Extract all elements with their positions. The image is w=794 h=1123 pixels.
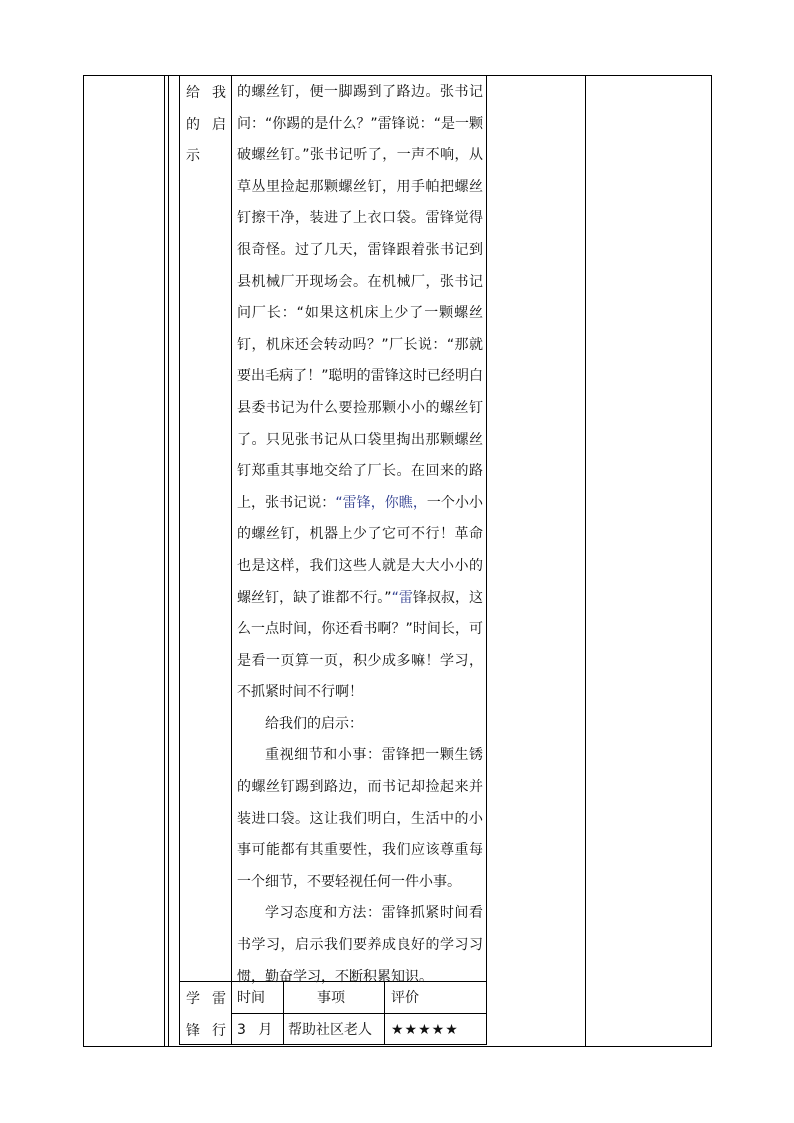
rating-stars: ★★★★★ xyxy=(391,1022,459,1038)
subtable-header-time: 时间 xyxy=(237,990,265,1006)
section-label-inspiration xyxy=(186,78,226,173)
inspiration-heading: 给我们的启示： xyxy=(265,715,363,732)
inner-table-right-border xyxy=(486,75,487,1045)
story-text: 锋叔叔，这么一点时间，你还看书啊？”时间长，可是看一页算一页，积少成多嘛！学习，不抓紧时间不行啊！ xyxy=(237,589,483,701)
subtable-cell-time: 3 月 xyxy=(237,1022,273,1038)
column-divider xyxy=(168,75,169,1047)
label-char: 我 xyxy=(212,85,226,101)
label-char: 启 xyxy=(212,116,226,133)
inner-table-label-divider xyxy=(231,75,232,1045)
inspiration-point: 重视细节和小事：雷锋把一颗生锈的螺丝钉踢到路边，而书记却捡起来并装进口袋。这让我们明白，生活中的小事可能都有其重要性，我们应该尊重每一个细节，不要轻视任何一件小事。 xyxy=(237,747,483,890)
subtable-header-item: 事项 xyxy=(317,990,345,1006)
label-char: 雷 xyxy=(212,991,226,1007)
column-divider xyxy=(164,75,165,1047)
label-char: 学 xyxy=(186,991,200,1007)
label-char: 锋 xyxy=(186,1022,200,1039)
subtable-cell-item: 帮助社区老人 xyxy=(288,1022,372,1038)
story-quote: “雷锋，你瞧， xyxy=(335,494,427,511)
story-paragraph xyxy=(237,77,483,709)
label-char: 给 xyxy=(186,85,200,101)
label-char: 示 xyxy=(186,148,200,165)
inspiration-content xyxy=(237,77,483,993)
story-text: 的螺丝钉，便一脚踢到了路边。张书记问：“你踢的是什么？”雷锋说：“是一颗破螺丝钉。”张书记听了，一声不响，从草丛里捡起那颗螺丝钉，用手帕把螺丝钉擦干净，装进了上衣口袋。雷锋觉得很奇怪。过了几天，雷锋跟着张书记到县机械厂开现场会。在机械厂，张书记问厂长：“如果这机床上少了一颗螺丝钉，机床还会转动吗？”厂长说：“那就要出毛病了！”聪明的雷锋这时已经明白县委书记为什么要捡那颗小小的螺丝钉了。只见张书记从口袋里掏出那颗螺丝钉郑重其事地交给了厂长。在回来的路上，张书记说： xyxy=(237,84,483,511)
label-char: 行 xyxy=(212,1022,226,1039)
story-text: 一个小小的螺丝钉，机器上少了它可不行！革命也是这样，我们这些人就是大大小小的螺丝钉，缺了谁都不行。” xyxy=(237,494,484,606)
label-char: 的 xyxy=(186,116,200,133)
subtable-header-divider xyxy=(231,1013,487,1014)
inner-table-left-border xyxy=(179,75,180,1045)
column-divider xyxy=(585,75,586,1047)
story-quote: “雷 xyxy=(391,589,413,606)
inspiration-point: 学习态度和方法：雷锋抓紧时间看书学习，启示我们要养成良好的学习习惯，勤奋学习，不断积累知识。 xyxy=(237,905,483,985)
subtable-header-rating: 评价 xyxy=(391,990,419,1006)
section-label-learn-leifeng xyxy=(186,984,226,1047)
